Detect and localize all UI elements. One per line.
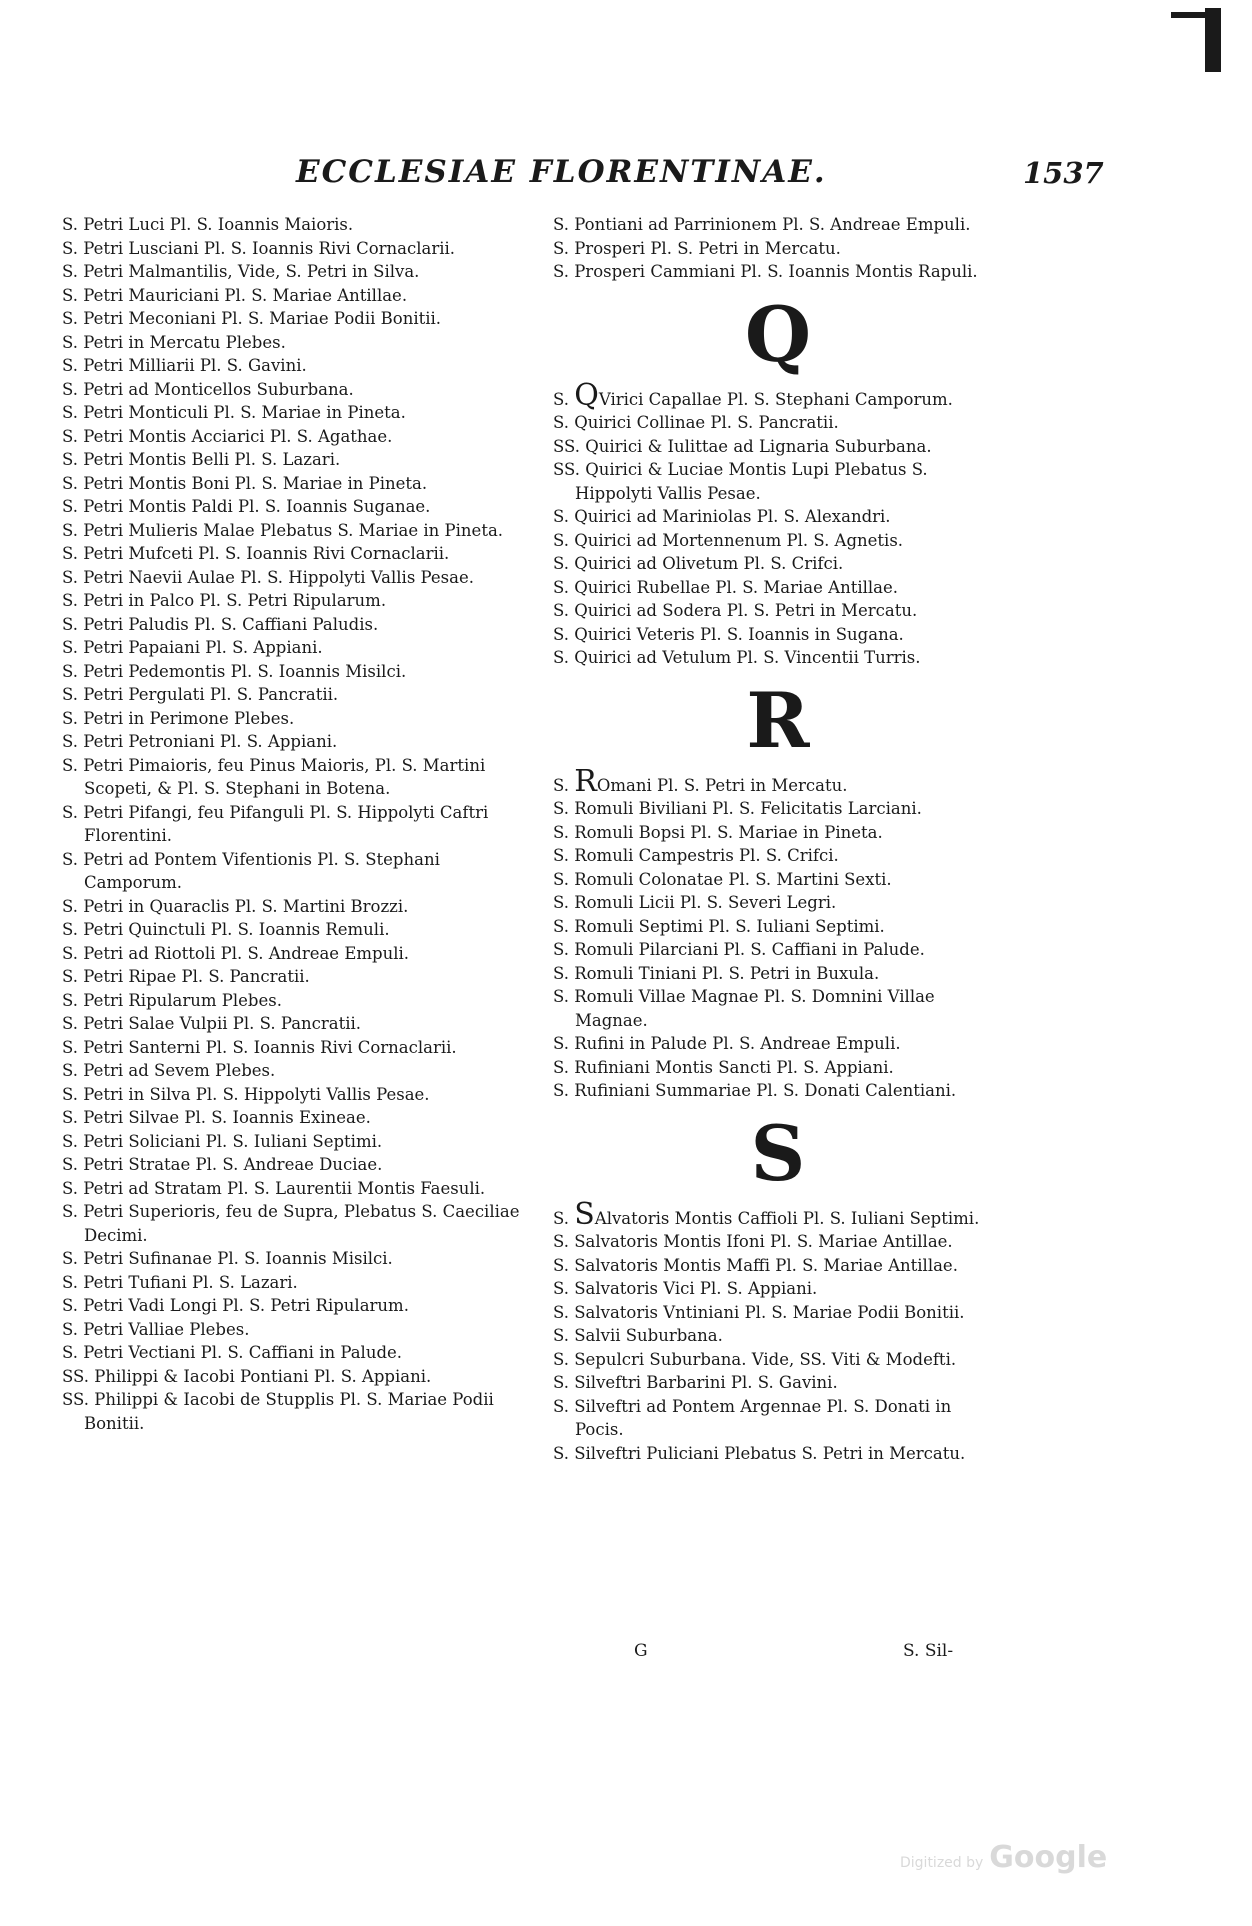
list-item: S. Petri Lusciani Pl. S. Ioannis Rivi Cornaclarii. (62, 238, 456, 258)
list-item: S. Rufiniani Summariae Pl. S. Donati Calentiani. (553, 1081, 957, 1100)
list-item: S. Romuli Licii Pl. S. Severi Legri. (553, 893, 837, 912)
section-s-first-text: Alvatoris Montis Caffioli Pl. S. Iuliani Septimi. (594, 1208, 980, 1228)
list-item: S. Petri Vectiani Pl. S. Caffiani in Palude. (62, 1343, 403, 1362)
dropcap-s: S (574, 1196, 595, 1232)
watermark-small-text: Digitized by (900, 1855, 984, 1871)
list-item: S. Quirici ad Sodera Pl. S. Petri in Mercatu. (553, 601, 918, 620)
list-item: S. Petri Montis Boni Pl. S. Mariae in Pineta. (62, 473, 428, 493)
list-item: S. Petri Milliarii Pl. S. Gavini. (62, 356, 307, 375)
list-item: S. Salvatoris Montis Maffi Pl. S. Mariae Antillae. (553, 1255, 958, 1275)
list-item: S. Quirici Rubellae Pl. S. Mariae Antillae. (553, 577, 899, 597)
list-item: S. Petri Mauriciani Pl. S. Mariae Antillae. (62, 285, 408, 305)
list-item: S. Petri Naevii Aulae Pl. S. Hippolyti Vallis Pesae. (62, 567, 474, 587)
list-item: S. Salvii Suburbana. (553, 1326, 723, 1345)
list-item: S. Romuli Tiniani Pl. S. Petri in Buxula. (553, 963, 880, 983)
list-item: S. Romuli Septimi Pl. S. Iuliani Septimi. (553, 916, 885, 936)
section-letter-s: S (750, 1108, 806, 1198)
list-item: S. Silveftri ad Pontem Argennae Pl. S. Donati in Pocis. (553, 1396, 952, 1439)
list-item: S. Petri Ripularum Plebes. (62, 990, 282, 1010)
list-item: S. Petri Pedemontis Pl. S. Ioannis Misilci. (62, 661, 407, 681)
list-item: S. Petri Papaiani Pl. S. Appiani. (62, 638, 323, 657)
list-item: S. Salvatoris Montis Ifoni Pl. S. Mariae Antillae. (553, 1232, 953, 1251)
list-item: S. Petri Malmantilis, Vide, S. Petri in Silva. (62, 262, 420, 281)
list-item: S. Quirici Veteris Pl. S. Ioannis in Sugana. (553, 624, 904, 644)
list-item: S. Petri Paludis Pl. S. Caffiani Paludis. (62, 614, 379, 634)
list-item: S. Petri Pifangi, feu Pifanguli Pl. S. Hippolyti Caftri Florentini. (62, 802, 489, 845)
section-q-first-entry: S. QVirici Capallae Pl. S. Stephani Camporum. (553, 377, 953, 413)
list-item: S. Silveftri Puliciani Plebatus S. Petri in Mercatu. (553, 1443, 966, 1463)
list-item: S. Quirici ad Mariniolas Pl. S. Alexandri. (553, 507, 891, 526)
watermark-logo-text: Google (989, 1840, 1108, 1875)
list-item: S. Petri Vadi Longi Pl. S. Petri Ripularum. (62, 1296, 409, 1315)
list-item: S. Romuli Biviliani Pl. S. Felicitatis Larciani. (553, 799, 922, 818)
list-item: S. Petri Ripae Pl. S. Pancratii. (62, 967, 310, 986)
section-s-first-entry: S. SAlvatoris Montis Caffioli Pl. S. Iuliani Septimi. (553, 1196, 980, 1232)
list-item: S. Petri Quinctuli Pl. S. Ioannis Remuli. (62, 920, 390, 939)
list-item: S. Petri Santerni Pl. S. Ioannis Rivi Cornaclarii. (62, 1037, 457, 1057)
list-item: S. Petri Monticuli Pl. S. Mariae in Pineta. (62, 403, 406, 422)
list-item: S. Sepulcri Suburbana. Vide, SS. Viti & Modefti. (553, 1349, 957, 1369)
page-number: 1537 (1023, 156, 1104, 190)
list-item: S. Romuli Villae Magnae Pl. S. Domnini Villae Magnae. (553, 987, 935, 1030)
digitized-watermark (900, 1840, 1107, 1875)
list-item: S. Prosperi Cammiani Pl. S. Ioannis Montis Rapuli. (553, 262, 978, 281)
list-item: S. Petri in Silva Pl. S. Hippolyti Vallis Pesae. (62, 1084, 430, 1104)
list-item: S. Petri ad Sevem Plebes. (62, 1061, 276, 1080)
list-item: S. Romuli Campestris Pl. S. Crifci. (553, 846, 839, 865)
list-item: S. Quirici ad Mortennenum Pl. S. Agnetis. (553, 530, 904, 550)
page-title: ECCLESIAE FLORENTINAE. (296, 154, 827, 190)
list-item: S. Petri Salae Vulpii Pl. S. Pancratii. (62, 1014, 362, 1033)
list-item: S. Salvatoris Vntiniani Pl. S. Mariae Podii Bonitii. (553, 1302, 965, 1322)
section-q-first-text: Virici Capallae Pl. S. Stephani Camporum. (598, 389, 953, 409)
section-letter-r: R (746, 675, 810, 765)
list-item: S. Petri Valliae Plebes. (62, 1319, 250, 1339)
list-item: S. Romuli Pilarciani Pl. S. Caffiani in Palude. (553, 940, 925, 959)
list-item: S. Petri ad Stratam Pl. S. Laurentii Montis Faesuli. (62, 1178, 486, 1198)
list-item: S. Petri Stratae Pl. S. Andreae Duciae. (62, 1155, 383, 1174)
list-item: S. Prosperi Pl. S. Petri in Mercatu. (553, 238, 841, 258)
list-item: S. Petri Montis Belli Pl. S. Lazari. (62, 450, 341, 469)
dropcap-r: R (574, 763, 597, 799)
section-letter-q: Q (744, 289, 812, 379)
signature-mark: G (634, 1641, 648, 1661)
list-item: S. Romuli Colonatae Pl. S. Martini Sexti. (553, 869, 892, 889)
list-item: S. Quirici ad Olivetum Pl. S. Crifci. (553, 554, 844, 573)
list-item: S. Petri Mufceti Pl. S. Ioannis Rivi Cornaclarii. (62, 544, 450, 563)
list-item: S. Petri Luci Pl. S. Ioannis Maioris. (62, 215, 354, 234)
list-item: S. Petri ad Pontem Vifentionis Pl. S. Stephani Camporum. (62, 849, 440, 892)
list-item: SS. Philippi & Iacobi Pontiani Pl. S. Appiani. (62, 1366, 432, 1386)
list-item: S. Salvatoris Vici Pl. S. Appiani. (553, 1279, 818, 1298)
list-item: S. Petri Pimaioris, feu Pinus Maioris, Pl. S. Martini Scopeti, & Pl. S. Stephani in Botena. (62, 755, 486, 798)
catchword: S. Sil- (903, 1641, 954, 1661)
list-item: S. Petri Meconiani Pl. S. Mariae Podii Bonitii. (62, 309, 442, 328)
list-item: S. Petri Soliciani Pl. S. Iuliani Septimi. (62, 1131, 383, 1151)
list-item: S. Petri Montis Acciarici Pl. S. Agathae. (62, 426, 393, 446)
list-item: S. Petri in Mercatu Plebes. (62, 332, 286, 352)
right-column (553, 213, 1003, 1465)
list-item: S. Petri ad Monticellos Suburbana. (62, 379, 354, 399)
list-item: S. Petri Mulieris Malae Plebatus S. Mariae in Pineta. (62, 520, 504, 540)
list-item: S. Rufini in Palude Pl. S. Andreae Empuli. (553, 1034, 901, 1053)
page-corner-mark (1205, 8, 1221, 72)
list-item: S. Quirici Collinae Pl. S. Pancratii. (553, 413, 839, 432)
list-item: S. Petri Pergulati Pl. S. Pancratii. (62, 685, 339, 704)
dropcap-q: Q (574, 377, 599, 413)
list-item: S. Silveftri Barbarini Pl. S. Gavini. (553, 1373, 838, 1392)
section-r-first-entry: S. ROmani Pl. S. Petri in Mercatu. (553, 763, 848, 799)
list-item: S. Petri Superioris, feu de Supra, Plebatus S. Caeciliae Decimi. (62, 1202, 520, 1245)
list-item: S. Petri Silvae Pl. S. Ioannis Exineae. (62, 1108, 371, 1127)
left-column (62, 213, 527, 1435)
list-item: S. Petri Montis Paldi Pl. S. Ioannis Suganae. (62, 497, 431, 516)
list-item: S. Petri Petroniani Pl. S. Appiani. (62, 732, 338, 751)
list-item: S. Petri Sufinanae Pl. S. Ioannis Misilci. (62, 1249, 393, 1268)
list-item: S. Quirici ad Vetulum Pl. S. Vincentii Turris. (553, 648, 921, 667)
list-item: S. Petri Tufiani Pl. S. Lazari. (62, 1272, 298, 1292)
list-item: SS. Quirici & Luciae Montis Lupi Plebatus S. Hippolyti Vallis Pesae. (553, 460, 928, 503)
list-item: S. Petri in Quaraclis Pl. S. Martini Brozzi. (62, 896, 409, 916)
section-r-first-text: Omani Pl. S. Petri in Mercatu. (596, 775, 848, 795)
list-item: S. Petri ad Riottoli Pl. S. Andreae Empuli. (62, 943, 409, 963)
list-item: SS. Philippi & Iacobi de Stupplis Pl. S. Mariae Podii Bonitii. (62, 1390, 494, 1433)
list-item: S. Romuli Bopsi Pl. S. Mariae in Pineta. (553, 822, 883, 842)
list-item: S. Rufiniani Montis Sancti Pl. S. Appiani. (553, 1057, 894, 1077)
list-item: SS. Quirici & Iulittae ad Lignaria Suburbana. (553, 436, 932, 456)
list-item: S. Petri in Perimone Plebes. (62, 708, 295, 728)
list-item: S. Pontiani ad Parrinionem Pl. S. Andreae Empuli. (553, 215, 971, 234)
list-item: S. Petri in Palco Pl. S. Petri Ripularum. (62, 591, 387, 610)
